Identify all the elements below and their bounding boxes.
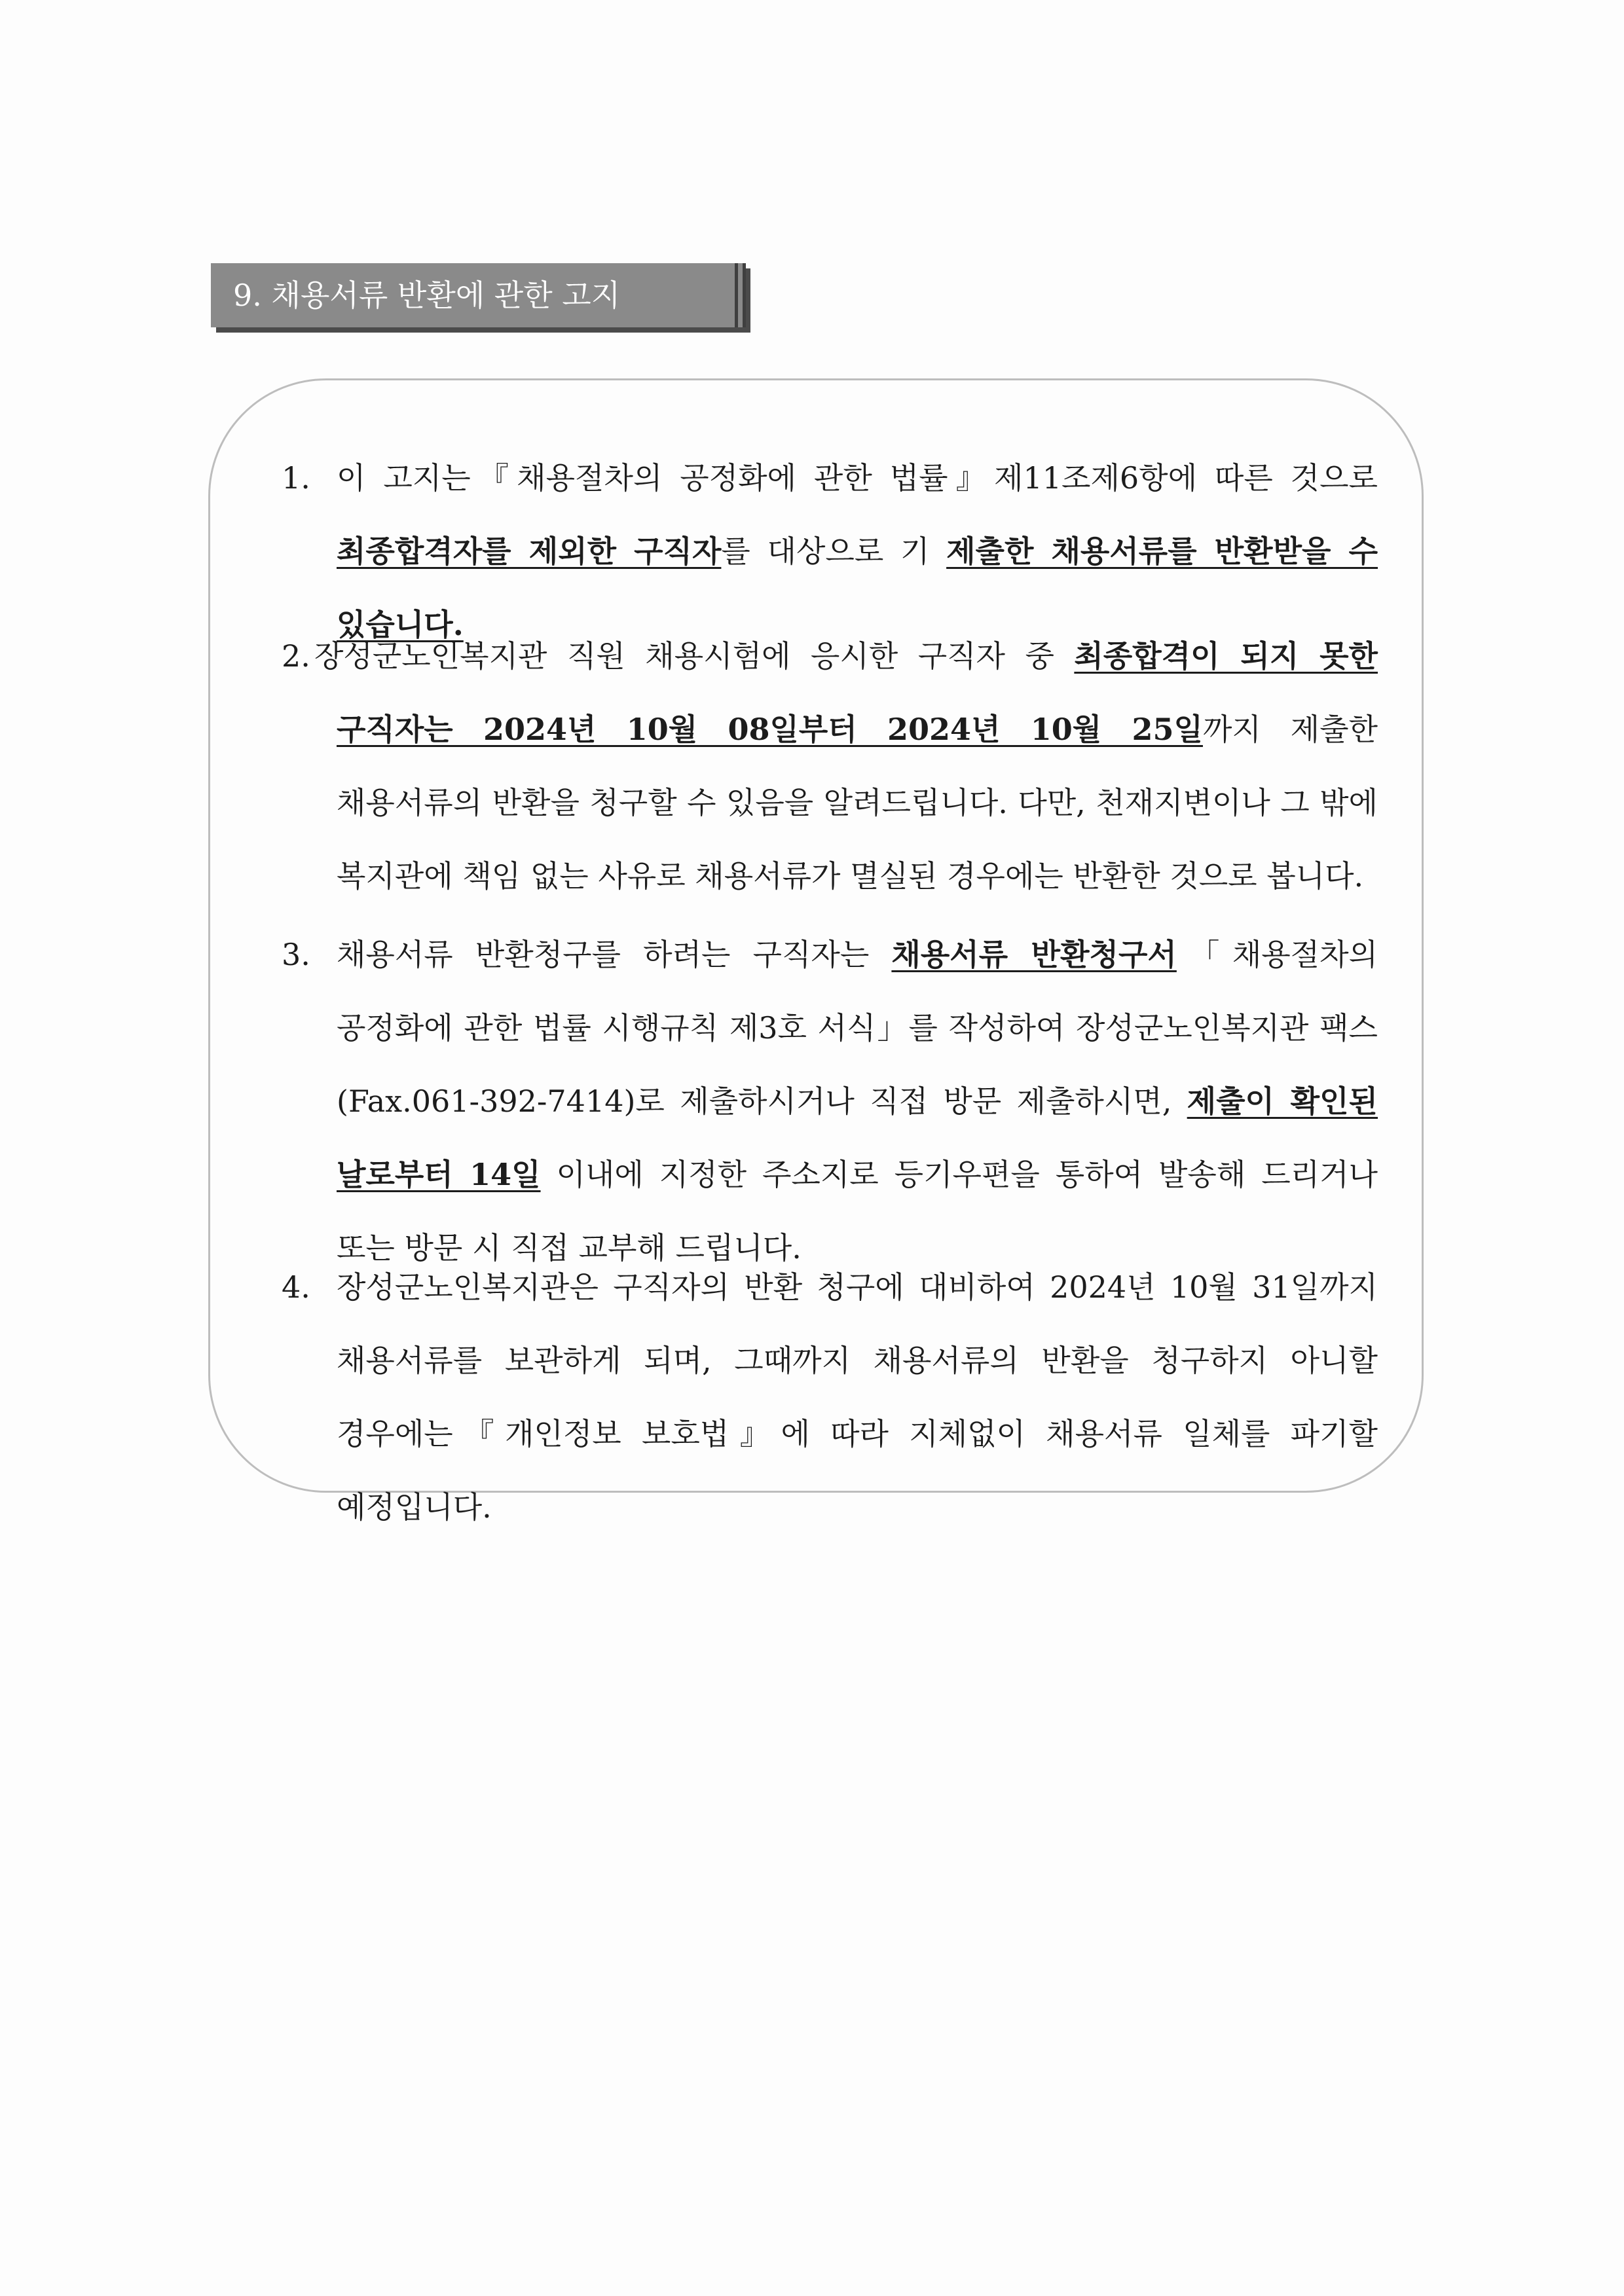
item-number: 4.: [282, 1269, 310, 1305]
item-text: [337, 1250, 1378, 1544]
section-header: [211, 263, 745, 327]
item-text-plain: 이 고지는『채용절차의 공정화에 관한 법률』제11조제6항에 따른 것으로: [337, 460, 1378, 496]
item-number: 1.: [282, 460, 310, 496]
header-edge-bar: [735, 263, 738, 327]
item-text: [337, 918, 1378, 1285]
item-text-plain: 까지 제출한 채용서류의 반환을 청구할 수 있음을 알려드립니다. 다만, 천재지변이나 그 밖에 복지관에 책임 없는 사유로 채용서류가 멸실된 경우에는 반환한 것으로 봅니다.: [337, 712, 1378, 894]
item-text-plain: 채용서류 반환청구를 하려는 구직자는: [337, 937, 892, 972]
item-text-emphasis: 제출이 확인된 날로부터 14일: [337, 1084, 1378, 1192]
item-text-plain: 장성군노인복지관은 구직자의 반환 청구에 대비하여 2024년 10월 31일까지 채용서류를 보관하게 되며, 그때까지 채용서류의 반환을 청구하지 아니할 경우에는『개인정보 보호법』에 따라 지체없이 채용서류 일체를 파기할 예정입니다.: [337, 1269, 1378, 1525]
section-title: 9. 채용서류 반환에 관한 고지: [233, 278, 621, 313]
item-text: [314, 619, 1378, 913]
item-text-emphasis: 최종합격이 되지 못한 구직자는 2024년 10월 08일부터 2024년 10월 25일: [337, 638, 1378, 747]
item-text-plain: 「채용절차의 공정화에 관한 법률 시행규칙 제3호 서식」를 작성하여 장성군노인복지관 팩스(Fax.061-392-7414)로 제출하시거나 직접 방문 제출하시면,: [337, 937, 1378, 1119]
item-number: 3.: [282, 937, 310, 972]
item-text-plain: 장성군노인복지관 직원 채용시험에 응시한 구직자 중: [314, 638, 1075, 674]
item-text-emphasis: 채용서류 반환청구서: [891, 937, 1177, 972]
item-text-emphasis: 최종합격자를 제외한 구직자: [337, 534, 722, 569]
item-text-plain: 를 대상으로 기: [721, 534, 947, 569]
item-text-emphasis: 제출한 채용서류를 반환받을 수 있습니다.: [337, 534, 1378, 642]
header-edge-bar: [743, 263, 746, 327]
item-number: 2.: [282, 638, 310, 674]
item-text-plain: 이내에 지정한 주소지로 등기우편을 통하여 발송해 드리거나 또는 방문 시 직접 교부해 드립니다.: [337, 1157, 1378, 1266]
